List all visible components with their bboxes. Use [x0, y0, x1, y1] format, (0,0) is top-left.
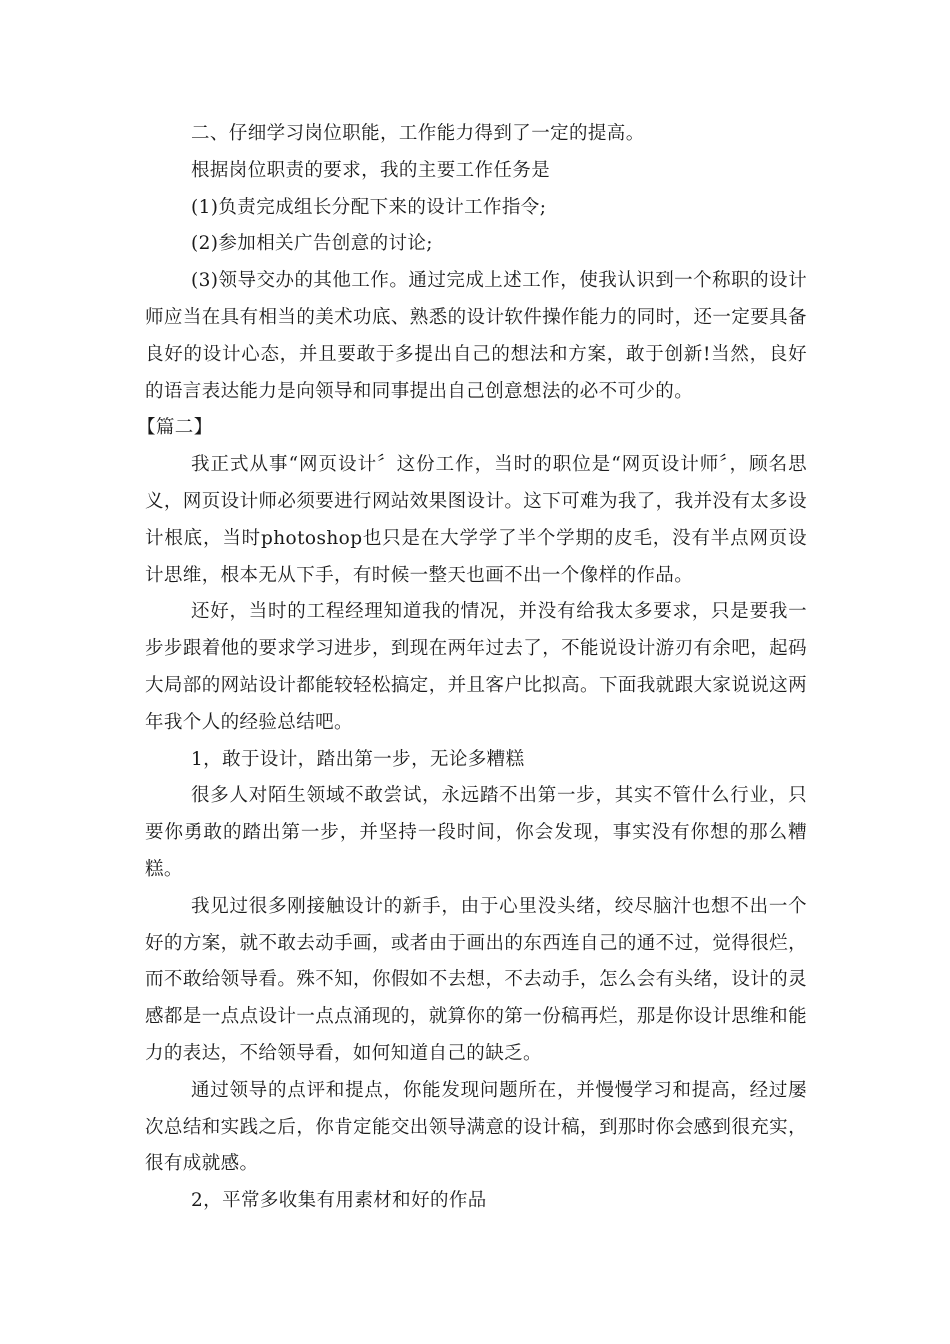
body-paragraph: 根据岗位职责的要求，我的主要工作任务是	[191, 159, 551, 181]
document-body	[137, 116, 807, 1220]
body-paragraph: 通过领导的点评和提点，你能发现问题所在，并慢慢学习和提高，经过屡次总结和实践之后，你肯定能交出领导满意的设计稿，到那时你会感到很充实，很有成就感。	[145, 1079, 807, 1175]
numbered-point-heading: 1，敢于设计，踏出第一步，无论多糟糕	[191, 748, 525, 770]
task-list-item: (3)领导交办的其他工作。通过完成上述工作，使我认识到一个称职的设计师应当在具有相当的美术功底、熟悉的设计软件操作能力的同时，还一定要具备良好的设计心态，并且要敢于多提出自己的想法和方案，敢于创新!当然，良好的语言表达能力是向领导和同事提出自己创意想法的必不可少的。	[145, 270, 807, 402]
body-paragraph: 很多人对陌生领域不敢尝试，永远踏不出第一步，其实不管什么行业，只要你勇敢的踏出第一步，并坚持一段时间，你会发现，事实没有你想的那么糟糕。	[145, 785, 807, 880]
body-paragraph: 我正式从事“网页设计〞这份工作，当时的职位是“网页设计师〞，顾名思义，网页设计师必须要进行网站效果图设计。这下可难为我了，我并没有太多设计根底，当时photoshop也只是在大学学了半个学期的皮毛，没有半点网页设计思维，根本无从下手，有时候一整天也画不出一个像样的作品。	[145, 454, 807, 586]
numbered-point-heading: 2，平常多收集有用素材和好的作品	[191, 1190, 487, 1212]
task-list-item: (2)参加相关广告创意的讨论;	[191, 233, 433, 255]
section-heading: 【篇二】	[137, 417, 213, 439]
body-paragraph: 我见过很多刚接触设计的新手，由于心里没头绪，绞尽脑汁也想不出一个好的方案，就不敢去动手画，或者由于画出的东西连自己的通不过，觉得很烂，而不敢给领导看。殊不知，你假如不去想，不去动手，怎么会有头绪，设计的灵感都是一点点设计一点点涌现的，就算你的第一份稿再烂，那是你设计思维和能力的表达，不给领导看，如何知道自己的缺乏。	[145, 895, 807, 1064]
body-paragraph: 还好，当时的工程经理知道我的情况，并没有给我太多要求，只是要我一步步跟着他的要求学习进步，到现在两年过去了，不能说设计游刃有余吧，起码大局部的网站设计都能较轻松搞定，并且客户比拟高。下面我就跟大家说说这两年我个人的经验总结吧。	[145, 601, 807, 733]
task-list-item: (1)负责完成组长分配下来的设计工作指令;	[191, 196, 547, 218]
section-title-paragraph: 二、仔细学习岗位职能，工作能力得到了一定的提高。	[191, 123, 645, 144]
